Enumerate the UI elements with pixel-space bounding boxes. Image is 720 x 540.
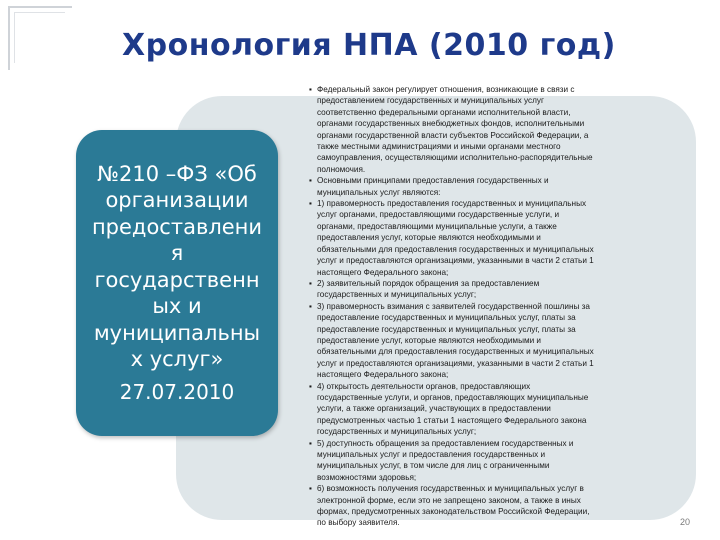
bullet-paragraph bbox=[309, 301, 665, 381]
slide-title: Хронология НПА (2010 год) bbox=[122, 28, 616, 63]
text-line: обязательными для предоставления государственных и муниципальных bbox=[317, 347, 594, 357]
text-line: предоставление государственных и муниципальных услуг, платы за bbox=[317, 324, 576, 334]
bullet-icon: ▪ bbox=[309, 438, 312, 448]
law-title-line: государственн bbox=[94, 267, 260, 292]
text-line: 5) доступность обращения за предоставлением государственных и bbox=[317, 438, 574, 448]
text-line: услуги, а также организаций, участвующих в предоставлении bbox=[317, 404, 551, 414]
text-line: государственных и муниципальных услуг; bbox=[317, 427, 477, 437]
text-line: муниципальных услуг являются: bbox=[317, 187, 441, 197]
text-line: государственных и муниципальных услуг; bbox=[317, 290, 477, 300]
bullet-paragraph bbox=[309, 175, 665, 198]
bullet-icon: ▪ bbox=[309, 85, 312, 94]
text-line: также местными администрациями и иными органами местного bbox=[317, 142, 561, 152]
law-title-line: организации bbox=[105, 188, 249, 213]
bullet-paragraph bbox=[309, 483, 665, 529]
text-line: услуг органами, предоставляющими государственные услуги, и bbox=[317, 210, 560, 220]
text-line: предоставление услуг, которые являются необходимыми и bbox=[317, 335, 542, 345]
text-line: муниципальных услуг и предоставления государственных и bbox=[317, 450, 546, 459]
law-title-line: я bbox=[170, 241, 184, 266]
text-line: полномочия. bbox=[317, 164, 366, 174]
bullet-paragraph bbox=[309, 381, 665, 438]
text-line: услуг и предоставляются организациями, указанными в части 2 статьи 1 bbox=[317, 256, 594, 266]
text-line: соответственно федеральными органами исполнительной власти, bbox=[317, 107, 571, 117]
text-line: по выбору заявителя. bbox=[317, 518, 400, 528]
text-line: 2) заявительный порядок обращения за предоставлением bbox=[317, 278, 540, 288]
bullet-paragraph bbox=[309, 438, 665, 484]
text-line: предоставлением государственных и муниципальных услуг bbox=[317, 96, 544, 106]
law-description-text bbox=[309, 84, 665, 529]
decorative-corner-bracket-inner bbox=[14, 12, 65, 63]
law-title-line: предоставлени bbox=[91, 214, 263, 239]
bullet-paragraph bbox=[309, 84, 665, 175]
law-title-line: №210 –ФЗ «Об bbox=[97, 161, 257, 186]
bullet-paragraph bbox=[309, 198, 665, 278]
law-title-line: муниципальны bbox=[93, 320, 261, 345]
law-title-line: х услуг» bbox=[130, 347, 224, 372]
text-line: предоставление государственных и муниципальных услуг, платы за bbox=[317, 313, 576, 323]
text-line: настоящего Федерального закона; bbox=[317, 267, 449, 277]
text-line: государственные услуги, и органов, предоставляющих муниципальные bbox=[317, 392, 589, 402]
bullet-icon: ▪ bbox=[309, 199, 312, 209]
text-line: органами, предоставляющими муниципальные услуги, а также bbox=[317, 221, 557, 231]
text-line: органами государственной власти субъектов Российской Федерации, а bbox=[317, 130, 589, 140]
text-line: муниципальных услуг, в том числе для лиц с ограниченными bbox=[317, 461, 550, 471]
text-line: формах, предусмотренных законодательством Российской Федерации, bbox=[317, 507, 590, 517]
text-line: органами государственных внебюджетных фондов, исполнительными bbox=[317, 119, 585, 129]
text-line: 4) открытость деятельности органов, предоставляющих bbox=[317, 381, 531, 391]
text-line: электронной форме, если это не запрещено законом, а также в иных bbox=[317, 495, 581, 505]
text-line: 3) правомерность взимания с заявителей государственной пошлины за bbox=[317, 301, 590, 311]
law-title bbox=[88, 161, 266, 373]
bullet-icon: ▪ bbox=[309, 381, 312, 391]
bullet-paragraph bbox=[309, 278, 665, 301]
text-line: настоящего Федерального закона; bbox=[317, 370, 449, 380]
bullet-icon: ▪ bbox=[309, 484, 312, 494]
law-date: 27.07.2010 bbox=[119, 379, 235, 404]
text-line: услуг и предоставляются организациями, указанными в части 2 статьи 1 bbox=[317, 358, 594, 368]
text-line: предоставления услуг, которые являются необходимыми и bbox=[317, 233, 541, 243]
text-line: Основными принципами предоставления государственных и bbox=[317, 176, 549, 186]
bullet-icon: ▪ bbox=[309, 176, 312, 186]
text-line: возможностями здоровья; bbox=[317, 472, 417, 482]
text-line: 6) возможность получения государственных и муниципальных услуг в bbox=[317, 484, 584, 494]
text-line: предусмотренных частью 1 статьи 1 настоящего Федерального закона bbox=[317, 415, 587, 425]
law-title-box bbox=[76, 130, 278, 436]
law-title-line: ых и bbox=[152, 294, 202, 319]
text-line: 1) правомерность предоставления государственных и муниципальных bbox=[317, 199, 587, 209]
bullet-icon: ▪ bbox=[309, 301, 312, 311]
bullet-icon: ▪ bbox=[309, 278, 312, 288]
text-line: самоуправления, осуществляющими исполнительно-распорядительные bbox=[317, 153, 593, 163]
page-number: 20 bbox=[680, 517, 691, 527]
text-line: обязательными для предоставления государственных и муниципальных bbox=[317, 244, 594, 254]
text-line: Федеральный закон регулирует отношения, возникающие в связи с bbox=[317, 85, 575, 94]
